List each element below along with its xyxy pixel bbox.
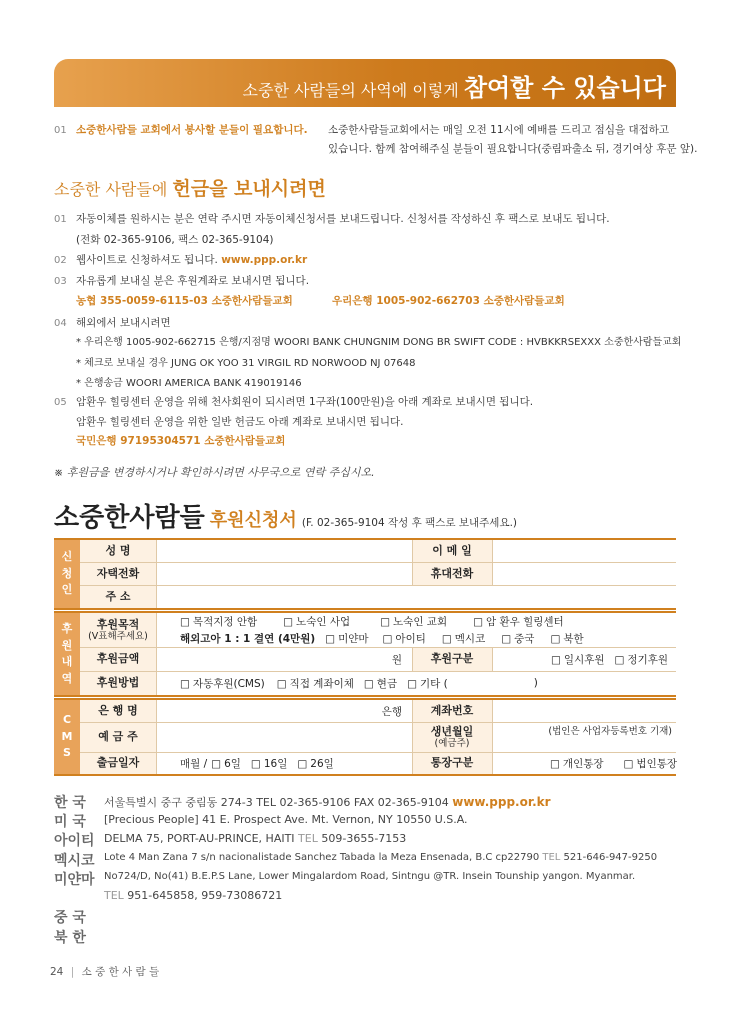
- account-nh: 농협 355-0059-6115-03 소중한사람들교회: [76, 295, 293, 307]
- birth-field[interactable]: (법인은 사업자등록번호 기재): [548, 726, 672, 737]
- website-link-footer[interactable]: www.ppp.or.kr: [452, 795, 551, 809]
- purpose-opt-church[interactable]: □ 노숙인 교회: [380, 614, 447, 629]
- account-woori: 우리은행 1005-902-662703 소중한사람들교회: [332, 295, 565, 307]
- label-home-phone: 자택전화: [80, 562, 156, 585]
- donation-item-3: 03 자유롭게 보내실 분은 후원계좌로 보내시면 됩니다.: [54, 275, 310, 287]
- withdraw-opt-26[interactable]: □ 26일: [297, 756, 333, 771]
- label-mobile: 휴대전화: [412, 562, 492, 585]
- method-options: □ 자동후원(CMS) □ 직접 계좌이체 □ 현금 □ 기타 ( ): [180, 671, 538, 695]
- volunteer-desc-1: 소중한사람들교회에서는 매일 오전 11시에 예배를 드리고 점심을 대접하고: [328, 124, 670, 136]
- home-phone-field[interactable]: [156, 562, 412, 585]
- volunteer-item: 01 소중한사람들 교회에서 봉사할 분들이 필요합니다.: [54, 124, 308, 136]
- label-amount: 후원금액: [80, 647, 156, 671]
- banner-title: 소중한 사람들의 사역에 이렇게 참여할 수 있습니다: [242, 74, 666, 102]
- name-field[interactable]: [156, 540, 412, 562]
- label-bank: 은 행 명: [80, 700, 156, 722]
- label-birth: 생년월일 (예금주): [412, 722, 492, 752]
- donation-heading: 소중한 사람들에 헌금을 보내시려면: [54, 178, 326, 200]
- address-mexico: Lote 4 Man Zana 7 s/n nacionalistade Sanchez Tabada la Meza Ensenada, B.C cp22790 TEL 521-646-947-9250: [104, 852, 658, 863]
- address-field[interactable]: [156, 585, 676, 608]
- type-options: [551, 647, 668, 671]
- address-haiti: DELMA 75, PORT-AU-PRINCE, HAITI TEL 509-3655-7153: [104, 832, 407, 845]
- account-kb: 국민은행 97195304571 소중한사람들교회: [76, 435, 286, 447]
- account-type-options: [550, 752, 677, 774]
- account-no-field[interactable]: [492, 700, 676, 722]
- purpose-opt-none[interactable]: □ 목적지정 안함: [180, 614, 257, 629]
- purpose-opt-homeless[interactable]: □ 노숙인 사업: [283, 614, 350, 629]
- label-email: 이 메 일: [412, 540, 492, 562]
- label-address: 주 소: [80, 585, 156, 608]
- donation-form: [54, 538, 676, 776]
- donation-item-5: 05 암환우 힐링센터 운영을 위해 천사회원이 되시려면 1구좌(100만원)을 아래 계좌로 보내시면 됩니다.: [54, 396, 534, 408]
- overseas-bank-2: * 은행송금 WOORI AMERICA BANK 419019146: [76, 378, 302, 389]
- overseas-opt-myanmar[interactable]: □ 미얀마: [325, 631, 368, 646]
- country-nk: 북 한: [54, 930, 86, 946]
- method-opt-transfer[interactable]: □ 직접 계좌이체: [277, 676, 354, 691]
- country-mexico: 멕시코: [54, 853, 95, 869]
- side-donation: 후 원 내 역: [54, 613, 80, 695]
- withdraw-opt-6[interactable]: □ 6일: [211, 756, 241, 771]
- label-method: 후원방법: [80, 671, 156, 695]
- side-applicant: 신 청 인: [54, 540, 80, 608]
- overseas-options: 해외고아 1 : 1 결연 (4만원) □ 미얀마 □ 아이티 □ 멕시코 □ 중국 □ 북한: [180, 630, 584, 647]
- country-myanmar: 미얀마: [54, 872, 95, 888]
- donation-item-1-contact: (전화 02-365-9106, 팩스 02-365-9104): [76, 234, 274, 246]
- method-opt-other[interactable]: □ 기타 (: [407, 676, 448, 691]
- mobile-field[interactable]: [492, 562, 676, 585]
- donation-item-2: 02 웹사이트로 신청하셔도 됩니다. www.ppp.or.kr: [54, 254, 308, 266]
- label-purpose: 후원목적 (V표해주세요): [80, 613, 156, 647]
- page-footer: 24 | 소 중 한 사 람 들: [50, 966, 160, 978]
- address-usa: [Precious People] 41 E. Prospect Ave. Mt. Vernon, NY 10550 U.S.A.: [104, 813, 468, 826]
- tel-myanmar: TEL 951-645858, 959-73086721: [104, 889, 283, 902]
- donation-note: ※ 후원금을 변경하시거나 확인하시려면 사무국으로 연락 주십시오.: [54, 466, 375, 479]
- type-opt-once[interactable]: □ 일시후원: [551, 652, 605, 667]
- overseas-opt-nk[interactable]: □ 북한: [550, 631, 583, 646]
- country-haiti: 아이티: [54, 833, 95, 849]
- donation-item-1: 01 자동이체를 원하시는 분은 연락 주시면 자동이체신청서를 보내드립니다. 신청서를 작성하신 후 팩스로 보내도 됩니다.: [54, 213, 610, 225]
- country-china: 중 국: [54, 910, 86, 926]
- type-opt-regular[interactable]: □ 정기후원: [615, 652, 669, 667]
- depositor-field[interactable]: [156, 722, 412, 752]
- label-account-type: 통장구분: [412, 752, 492, 774]
- withdraw-opt-16[interactable]: □ 16일: [251, 756, 287, 771]
- address-korea: 서울특별시 중구 중림동 274-3 TEL 02-365-9106 FAX 02-365-9104 www.ppp.or.kr: [104, 795, 551, 809]
- method-opt-cash[interactable]: □ 현금: [364, 676, 397, 691]
- website-link[interactable]: www.ppp.or.kr: [221, 254, 308, 266]
- side-cms: C M S: [54, 700, 80, 774]
- withdraw-options: 매월 / □ 6일 □ 16일 □ 26일: [180, 752, 334, 774]
- country-korea: 한 국: [54, 795, 86, 811]
- address-myanmar: No724/D, No(41) B.E.P.S Lane, Lower Mingalardom Road, Sintngu @TR. Insein Tounship yangon. Myanmar.: [104, 871, 636, 882]
- overseas-check: * 체크로 보내실 경우 JUNG OK YOO 31 VIRGIL RD NORWOOD NJ 07648: [76, 358, 416, 369]
- overseas-opt-haiti[interactable]: □ 아이티: [383, 631, 426, 646]
- donation-item-4: 04 해외에서 보내시려면: [54, 317, 171, 329]
- country-usa: 미 국: [54, 814, 86, 830]
- label-type: 후원구분: [412, 647, 492, 671]
- volunteer-desc-2: 있습니다. 함께 참여해주실 분들이 필요합니다(중림파출소 뒤, 경기여상 후문 앞).: [328, 143, 698, 155]
- purpose-opt-healing[interactable]: □ 암 환우 힐링센터: [473, 614, 564, 629]
- section-banner: [54, 59, 676, 107]
- form-title: 소중한사람들 후원신청서 (F. 02-365-9104 작성 후 팩스로 보내주세요.): [54, 503, 518, 533]
- label-withdraw: 출금일자: [80, 752, 156, 774]
- label-name: 성 명: [80, 540, 156, 562]
- email-field[interactable]: [492, 540, 676, 562]
- overseas-opt-mexico[interactable]: □ 멕시코: [442, 631, 485, 646]
- overseas-bank-1: * 우리은행 1005-902-662715 은행/지점명 WOORI BANK CHUNGNIM DONG BR SWIFT CODE : HVBKKRSEXXX 소중한사람들교회: [76, 337, 682, 348]
- overseas-opt-china[interactable]: □ 중국: [501, 631, 534, 646]
- amount-field[interactable]: 원: [391, 653, 402, 666]
- donation-item-5-line2: 암환우 힐링센터 운영을 위한 일반 헌금도 아래 계좌로 보내시면 됩니다.: [76, 416, 404, 428]
- bank-field[interactable]: 은행: [381, 705, 402, 718]
- account-type-personal[interactable]: □ 개인통장: [550, 756, 604, 771]
- purpose-options: [180, 613, 564, 630]
- label-depositor: 예 금 주: [80, 722, 156, 752]
- label-account-no: 계좌번호: [412, 700, 492, 722]
- account-type-corporate[interactable]: □ 법인통장: [624, 756, 678, 771]
- method-opt-cms[interactable]: □ 자동후원(CMS): [180, 676, 265, 691]
